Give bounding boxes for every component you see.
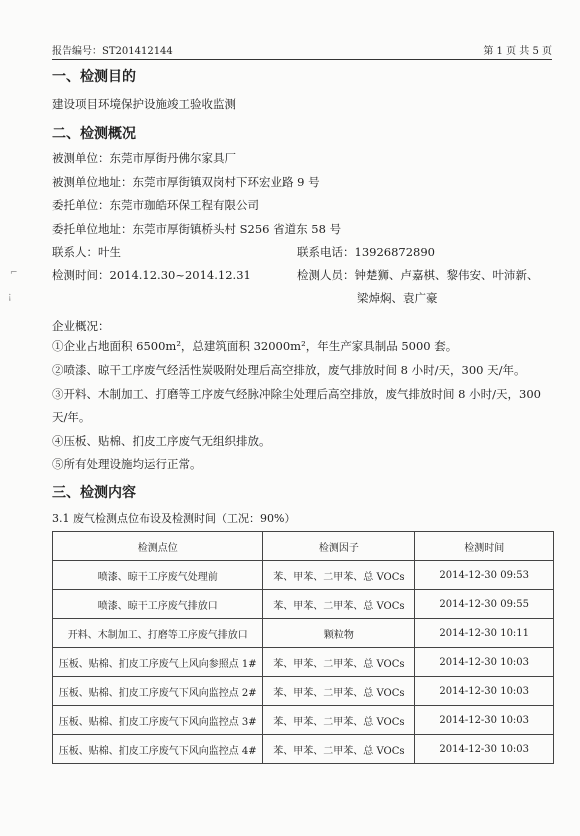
cell-factor: 苯、甲苯、二甲苯、总 VOCs xyxy=(263,561,415,590)
cell-time: 2014-12-30 09:53 xyxy=(415,561,554,590)
cell-factor: 颗粒物 xyxy=(263,619,415,648)
report-number: 报告编号：ST201412144 xyxy=(52,46,173,57)
header-location: 检测点位 xyxy=(53,532,263,561)
client-unit: 委托单位：东莞市珈皓环保工程有限公司 xyxy=(52,198,259,212)
header-factor: 检测因子 xyxy=(263,532,415,561)
overview-item-5: ⑤所有处理设施均运行正常。 xyxy=(52,457,202,471)
table-header-row xyxy=(53,532,554,561)
cell-location: 喷漆、晾干工序废气处理前 xyxy=(53,561,263,590)
header-time: 检测时间 xyxy=(415,532,554,561)
cell-time: 2014-12-30 10:11 xyxy=(415,619,554,648)
cell-factor: 苯、甲苯、二甲苯、总 VOCs xyxy=(263,677,415,706)
cell-time: 2014-12-30 10:03 xyxy=(415,677,554,706)
cell-time: 2014-12-30 10:03 xyxy=(415,706,554,735)
table-row xyxy=(53,677,554,706)
test-staff: 检测人员：钟楚狮、卢嘉棋、黎伟安、叶沛新、 xyxy=(297,268,539,282)
overview-item-3-cont: 天/年。 xyxy=(52,410,91,424)
test-staff-cont: 梁焯焖、袁广豪 xyxy=(357,291,438,305)
test-time: 检测时间：2014.12.30~2014.12.31 xyxy=(52,268,251,282)
cell-factor: 苯、甲苯、二甲苯、总 VOCs xyxy=(263,706,415,735)
table-row xyxy=(53,735,554,764)
cell-location: 压板、贴棉、扪皮工序废气下风向监控点 2# xyxy=(53,677,263,706)
table-row xyxy=(53,648,554,677)
client-address: 委托单位地址：东莞市厚街镇桥头村 S256 省道东 58 号 xyxy=(52,222,342,236)
sampling-table xyxy=(52,531,554,764)
tested-unit-address: 被测单位地址：东莞市厚街镇双岗村下环宏业路 9 号 xyxy=(52,175,320,189)
section-3-title: 三、检测内容 xyxy=(52,485,136,501)
tested-unit: 被测单位：东莞市厚街丹佛尔家具厂 xyxy=(52,151,236,165)
section-1-text: 建设项目环境保护设施竣工验收监测 xyxy=(52,97,236,111)
page-number: 第 1 页 共 5 页 xyxy=(483,46,552,57)
cell-time: 2014-12-30 10:03 xyxy=(415,648,554,677)
overview-item-4: ④压板、贴棉、扪皮工序废气无组织排放。 xyxy=(52,434,271,448)
cell-factor: 苯、甲苯、二甲苯、总 VOCs xyxy=(263,590,415,619)
cell-time: 2014-12-30 09:55 xyxy=(415,590,554,619)
cell-factor: 苯、甲苯、二甲苯、总 VOCs xyxy=(263,648,415,677)
table-row xyxy=(53,706,554,735)
table-row xyxy=(53,561,554,590)
scan-mark: ⌐ xyxy=(10,268,18,278)
contact-person: 联系人：叶生 xyxy=(52,245,121,259)
table-row xyxy=(53,590,554,619)
cell-factor: 苯、甲苯、二甲苯、总 VOCs xyxy=(263,735,415,764)
section-3-subtitle: 3.1 废气检测点位布设及检测时间（工况：90%） xyxy=(52,512,296,525)
cell-time: 2014-12-30 10:03 xyxy=(415,735,554,764)
cell-location: 压板、贴棉、扪皮工序废气上风向参照点 1# xyxy=(53,648,263,677)
cell-location: 压板、贴棉、扪皮工序废气下风向监控点 3# xyxy=(53,706,263,735)
table-row xyxy=(53,619,554,648)
section-2-title: 二、检测概况 xyxy=(52,126,136,142)
scan-mark: ¡ xyxy=(8,292,12,302)
cell-location: 开料、木制加工、打磨等工序废气排放口 xyxy=(53,619,263,648)
overview-title: 企业概况： xyxy=(52,319,110,333)
overview-item-3: ③开料、木制加工、打磨等工序废气经脉冲除尘处理后高空排放，废气排放时间 8 小时/天，300 xyxy=(52,387,541,401)
page-header xyxy=(52,41,552,60)
cell-location: 压板、贴棉、扪皮工序废气下风向监控点 4# xyxy=(53,735,263,764)
cell-location: 喷漆、晾干工序废气排放口 xyxy=(53,590,263,619)
overview-item-1: ①企业占地面积 6500m²，总建筑面积 32000m²，年生产家具制品 5000 套。 xyxy=(52,339,458,353)
overview-item-2: ②喷漆、晾干工序废气经活性炭吸附处理后高空排放，废气排放时间 8 小时/天，300 天/年。 xyxy=(52,363,526,377)
contact-phone: 联系电话：13926872890 xyxy=(297,245,435,259)
section-1-title: 一、检测目的 xyxy=(52,69,136,85)
